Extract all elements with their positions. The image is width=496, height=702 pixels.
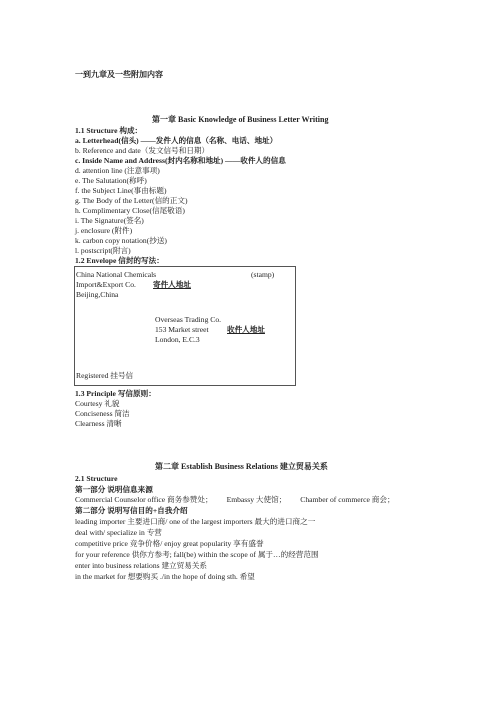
structure-item: h. Complimentary Close(信尾敬语) [75, 206, 185, 215]
phrase-item: deal with/ specialize in 专营 [75, 528, 162, 537]
envelope-recipient-line: 153 Market street [155, 325, 209, 334]
chapter1-title: 第一章 Basic Knowledge of Business Letter Writing [152, 115, 329, 124]
principle-item: Conciseness 简洁 [75, 409, 130, 418]
phrase-item: enter into business relations 建立贸易关系 [75, 561, 208, 570]
source-item: Embassy 大使馆； [226, 495, 287, 504]
section-structure-heading: 1.1 Structure 构成： [75, 126, 143, 135]
structure-item: f. the Subject Line(事由标题) [75, 186, 167, 195]
structure-item: d. attention line (注意事项) [75, 166, 160, 175]
part1-sources [75, 495, 395, 504]
source-item: Chamber of commerce 商会； [300, 495, 395, 504]
structure-item: j. enclosure (附件) [75, 226, 133, 235]
document-title: 一到九章及一些附加内容 [75, 70, 163, 79]
envelope-sender-line: Import&Export Co. [76, 280, 136, 289]
envelope-recipient-line: Overseas Trading Co. [155, 315, 222, 324]
envelope-box [74, 266, 296, 386]
structure-item: l. postscript(附言) [75, 246, 131, 255]
principle-item: Clearness 清晰 [75, 419, 122, 428]
phrase-item: for your reference 供你方参考; fall(be) within the scope of 属于…的经营范围 [75, 550, 319, 559]
principle-item: Courtesy 礼貌 [75, 399, 120, 408]
phrase-item: leading importer 主要进口商/ one of the largest importers 最大的进口商之一 [75, 517, 316, 526]
structure-item: b. Reference and date（发文信号和日期） [75, 146, 210, 155]
envelope-registered: Registered 挂号信 [76, 371, 134, 380]
envelope-sender-line: China National Chemicals [76, 270, 157, 279]
part2-title: 第二部分 说明写信目的+自我介绍 [75, 506, 188, 515]
structure-item: e. The Salutation(称呼) [75, 176, 147, 185]
phrase-item: competitive price 竞争价格/ enjoy great popularity 享有盛誉 [75, 539, 264, 548]
section-principle-heading: 1.3 Principle 写信原则： [75, 389, 156, 398]
structure-item: g. The Body of the Letter(信的正文) [75, 196, 188, 205]
envelope-recipient-line: London, E.C.3 [155, 335, 200, 344]
envelope-sender-line: Beijing,China [76, 290, 119, 299]
section-envelope-heading: 1.2 Envelope 信封的写法： [75, 256, 164, 265]
section-structure-heading: 2.1 Structure [75, 474, 118, 483]
source-item: Commercial Counselor office 商务参赞处； [75, 495, 213, 504]
structure-item: k. carbon copy notation(抄送) [75, 236, 167, 245]
structure-item: a. Letterhead(信头) ——发件人的信息（名称、电话、地址） [75, 136, 278, 145]
envelope-stamp: (stamp) [251, 270, 275, 279]
chapter2-title: 第二章 Establish Business Relations 建立贸易关系 [155, 462, 328, 471]
part1-title: 第一部分 说明信息来源 [75, 485, 153, 494]
phrase-item: in the market for 想要购买 ./in the hope of doing sth. 希望 [75, 572, 255, 581]
envelope-sender-note: 寄件人地址 [153, 280, 191, 289]
structure-item: i. The Signature(签名) [75, 216, 144, 225]
envelope-recipient-note: 收件人地址 [227, 325, 265, 334]
structure-item: c. Inside Name and Address(封内名称和地址) ——收件人的信息 [75, 156, 286, 165]
